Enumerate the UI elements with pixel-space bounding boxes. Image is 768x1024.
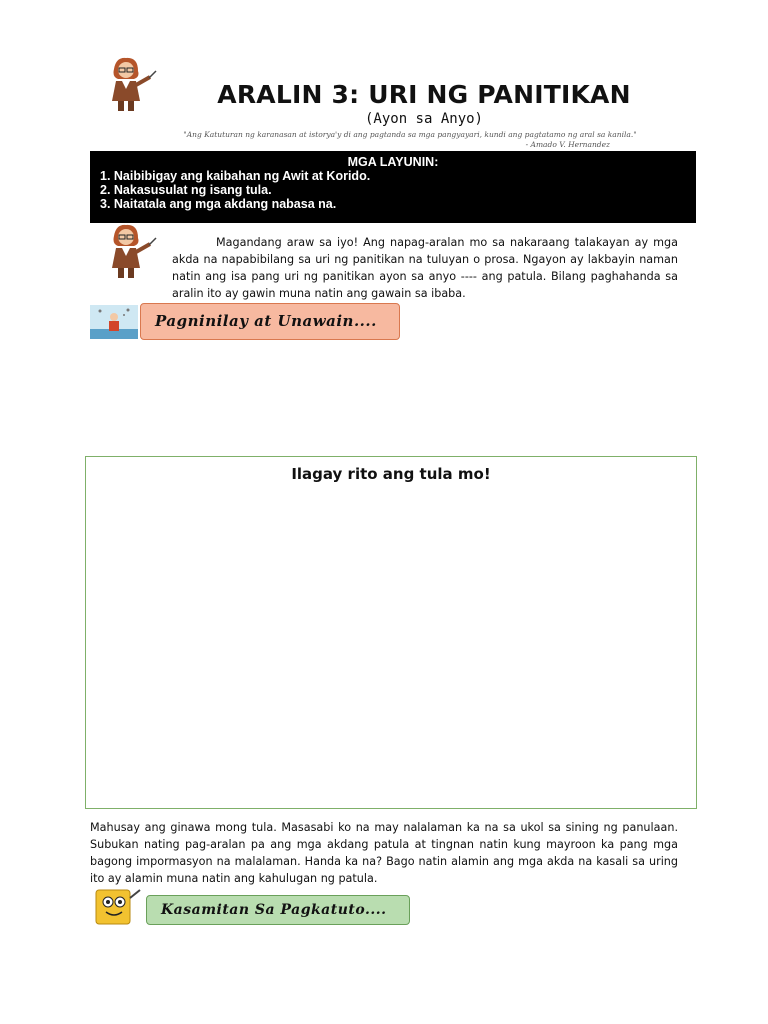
lesson-title: ARALIN 3: URI NG PANITIKAN [217, 80, 631, 109]
poem-box-title: Ilagay rito ang tula mo! [291, 465, 491, 483]
objective-item: 1. Naibibigay ang kaibahan ng Awit at Korido. [100, 169, 371, 183]
section-banner-label: Pagninilay at Unawain.... [155, 312, 377, 330]
teacher-illustration [94, 222, 158, 286]
book-character-icon [90, 884, 142, 926]
quote-text: "Ang Katuturan ng karanasan at istorya'y di ang pagtanda sa mga pangyayari, kundi ang pagtatamo ng aral sa kanila." [183, 130, 637, 139]
lesson-subtitle: (Ayon sa Anyo) [364, 111, 483, 127]
objectives-box [90, 151, 696, 223]
intro-paragraph: Magandang araw sa iyo! Ang napag-aralan mo sa nakaraang talakayan ay mga akda na napabibilang sa uri ng panitikan na tuluyan o prosa. Ngayon ay lakbayin naman natin ang isa pang uri ng panitikan ayon sa anyo ---- ang patula. Bilang paghahanda sa aralin ito ay gawin muna natin ang gawain sa ibaba. [172, 236, 678, 300]
thinking-person-icon [90, 305, 138, 339]
reflection-image [90, 305, 138, 339]
objective-item: 3. Naitatala ang mga akdang nabasa na. [100, 197, 337, 211]
section-banner-learning [146, 895, 410, 925]
teacher-icon [94, 222, 158, 280]
learning-image [90, 884, 142, 926]
section-banner-reflection [140, 303, 400, 340]
section-banner-label: Kasamitan Sa Pagkatuto.... [161, 902, 387, 918]
followup-paragraph: Mahusay ang ginawa mong tula. Masasabi ko na may nalalaman ka na sa ukol sa sining ng panulaan. Subukan nating pag-aralan pa ang mga akdang patula at tingnan natin kung mayroon ka pang mga bagong impormasyon na malalaman. Handa ka na? Bago natin alamin ang mga akda na kasali sa uring ito ay alamin muna natin ang kahulugan ng patula. [90, 821, 678, 885]
poem-input-area[interactable] [85, 456, 697, 809]
objective-item: 2. Nakasusulat ng isang tula. [100, 183, 272, 197]
objectives-heading: MGA LAYUNIN: [347, 155, 439, 169]
quote-author: - Amado V. Hernandez [525, 140, 610, 149]
